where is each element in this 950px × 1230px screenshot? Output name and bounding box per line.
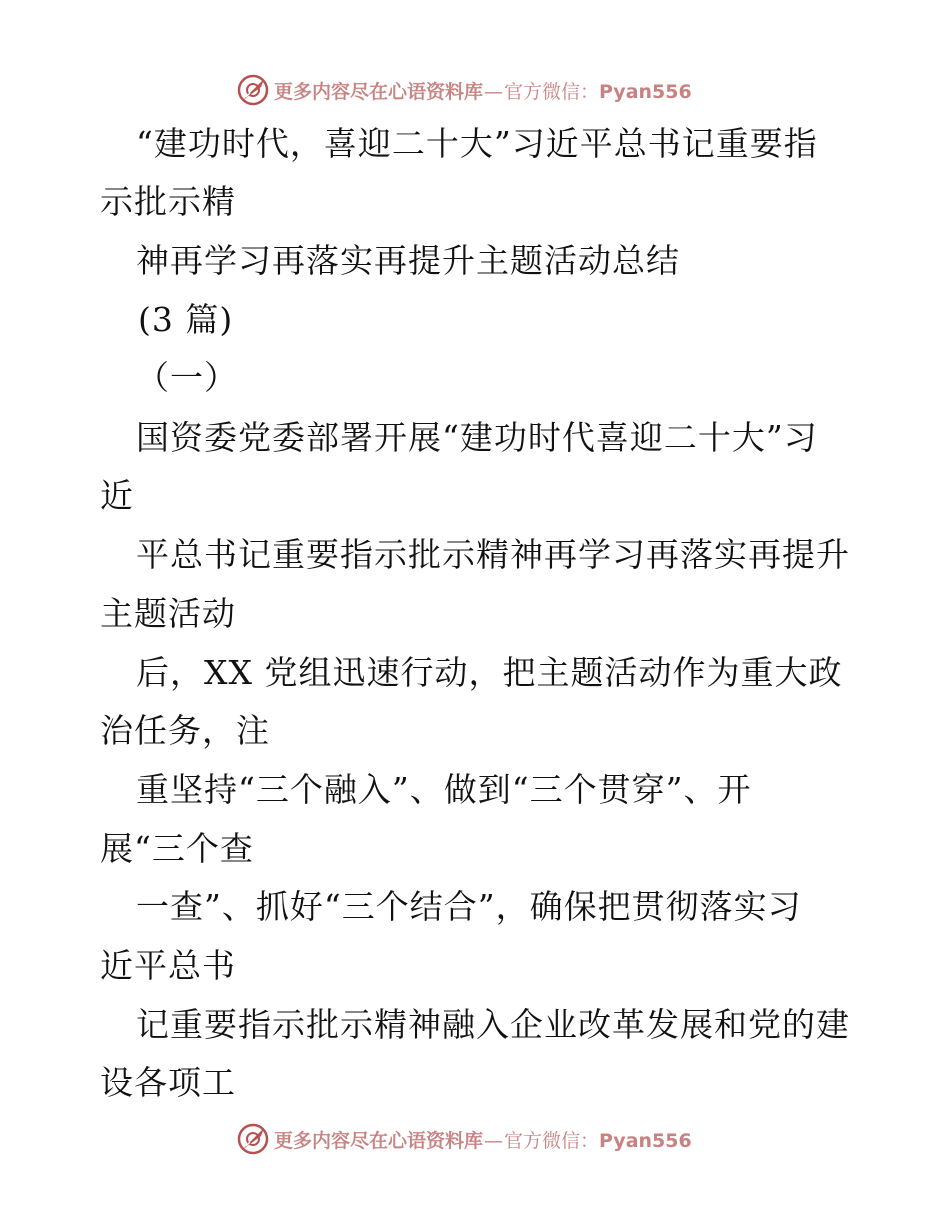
watermark-dash: — [484,80,504,103]
document-line: 治任务，注 [100,711,270,750]
watermark-wechat-id: Pyan556 [599,1129,692,1152]
document-line: 神再学习再落实再提升主题活动总结 [136,241,680,280]
document-line: 一查”、抓好“三个结合”，确保把贯彻落实习 [136,887,802,926]
document-line: 近平总书 [100,946,236,985]
document-line: 近 [100,476,134,515]
watermark-dash: — [484,1129,504,1152]
document-line: 主题活动 [100,594,236,633]
document-line: 平总书记重要指示批示精神再学习再落实再提升 [136,535,850,574]
watermark-label: 官方微信： [504,80,600,103]
watermark-label: 官方微信： [504,1129,600,1152]
watermark-brand: 更多内容尽在心语资料库 [274,1129,484,1152]
watermark-brand: 更多内容尽在心语资料库 [274,80,484,103]
document-line: 重坚持“三个融入”、做到“三个贯穿”、开 [136,770,752,809]
watermark-wechat-id: Pyan556 [599,80,692,103]
document-line: 设各项工 [100,1063,236,1102]
document-line: “建功时代，喜迎二十大”习近平总书记重要指 [136,124,818,163]
document-line: 展“三个查 [100,829,254,868]
document-line: 国资委党委部署开展“建功时代喜迎二十大”习 [136,418,818,457]
brand-logo-icon [236,1122,270,1156]
document-line: （一） [136,358,238,397]
document-line: 后，XX 党组迅速行动，把主题活动作为重大政 [136,653,843,692]
document-line: 记重要指示批示精神融入企业改革发展和党的建 [136,1005,850,1044]
document-line: 示批示精 [100,182,236,221]
footer-watermark [236,1121,692,1157]
document-line: (3 篇) [138,300,234,339]
